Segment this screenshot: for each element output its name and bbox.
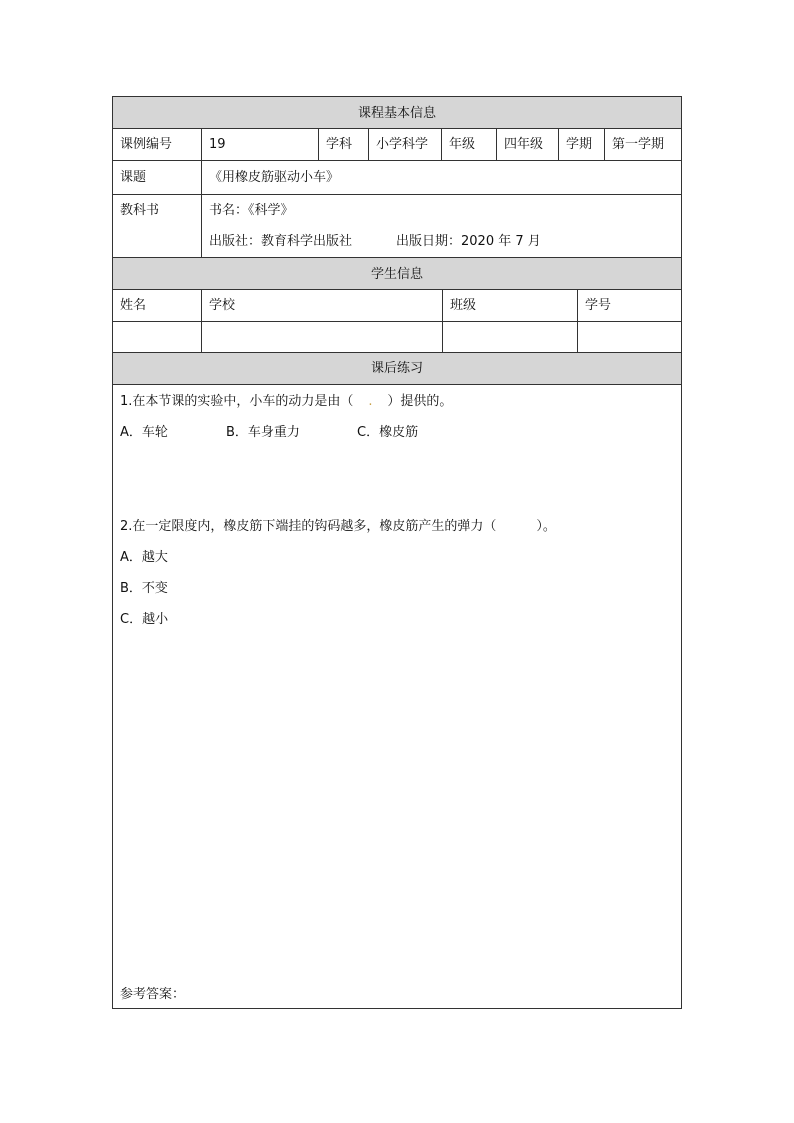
reference-answer-label: 参考答案： [120,987,186,1002]
student-name-label [113,290,201,321]
student-number-field[interactable] [578,322,681,352]
value-text: 四年级 [504,137,544,152]
term-label [559,129,604,160]
label-text: 课题 [120,170,147,185]
section-header-basic-info [113,97,681,129]
section-header-homework [113,353,681,384]
question-stem: 2.在一定限度内，橡皮筋下端挂的钩码越多，橡皮筋产生的弹力（ [120,519,497,534]
label-text: 年级 [449,137,476,152]
question-2 [120,520,556,533]
section-title: 课程基本信息 [357,105,436,121]
student-class-field[interactable] [443,322,577,352]
student-school-field[interactable] [202,322,442,352]
student-number-label [578,290,681,321]
textbook-label: 教科书 [120,203,160,218]
value-text: 《用橡皮筋驱动小车》 [209,170,340,185]
grade-value [497,129,558,160]
subject-value [369,129,441,160]
label-text: 学校 [209,298,236,313]
answer-blank[interactable]: . [368,394,373,409]
label-text: 学期 [566,137,593,152]
question-stem-end: ）。 [536,519,556,534]
question-2-option-b: B．不变 [120,581,168,596]
section-title: 学生信息 [370,266,423,282]
label-text: 姓名 [120,298,147,313]
label-text: 班级 [450,298,477,313]
label-text: 学号 [585,298,612,313]
student-school-label [202,290,442,321]
value-text: 第一学期 [612,137,665,152]
question-2-option-c: C．越小 [120,612,169,627]
question-2-option-a: A．越大 [120,550,168,565]
course-id-value [202,129,318,160]
student-class-label [443,290,577,321]
question-1-option-b: B．车身重力 [226,425,300,440]
grade-label [442,129,496,160]
topic-label [113,161,201,194]
publication-date: 出版日期：2020 年 7 月 [396,234,541,249]
question-1 [120,395,452,408]
book-name: 书名：《科学》 [209,203,294,218]
section-title: 课后练习 [370,361,423,376]
question-stem: 1.在本节课的实验中，小车的动力是由（ [120,394,354,409]
topic-value [202,161,681,194]
section-header-student-info [113,258,681,290]
value-text: 19 [209,137,226,152]
label-text: 学科 [326,137,353,152]
question-stem-end: ）提供的。 [387,394,453,409]
subject-label [319,129,368,160]
publisher: 出版社：教育科学出版社 [209,234,353,249]
label-text: 课例编号 [120,137,173,152]
value-text: 小学科学 [376,137,429,152]
term-value [605,129,681,160]
question-1-option-a: A．车轮 [120,425,168,440]
question-1-option-c: C．橡皮筋 [357,425,419,440]
student-name-field[interactable] [113,322,201,352]
course-id-label [113,129,201,160]
